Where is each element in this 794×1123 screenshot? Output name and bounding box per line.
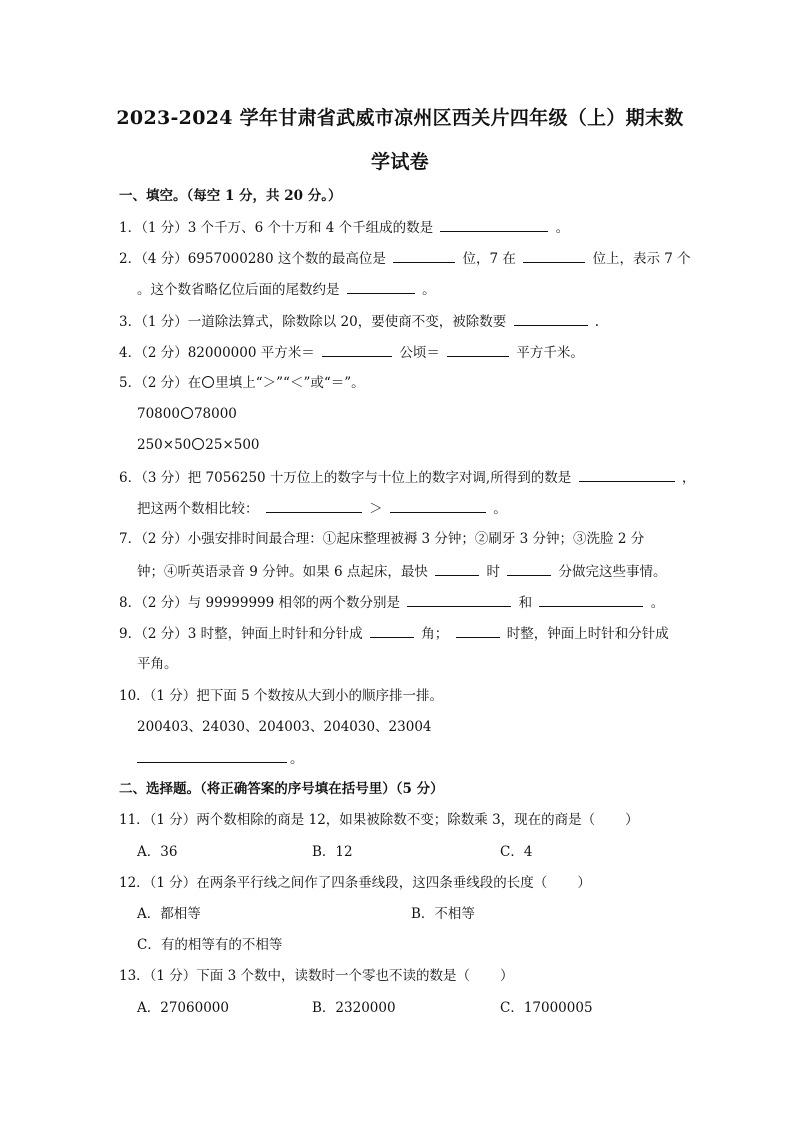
question-10-text-a: 10．（1 分）把下面 5 个数按从大到小的顺序排一排。 [119,688,443,704]
question-3-end: . [594,314,600,330]
question-7-text-b: 钟；④听英语录音 9 分钟。如果 6 点起床，最快 [137,564,428,580]
question-9-text-d: 平角。 [137,656,178,672]
question-10-end: 。 [290,751,304,767]
question-7-line1 [119,529,644,549]
question-9-line1 [119,623,669,644]
question-2-line2 [137,279,436,300]
answer-blank[interactable] [456,623,500,638]
expr-left: 250×50 [137,437,192,453]
answer-blank[interactable] [137,748,287,763]
question-6-line1 [119,467,695,488]
question-10-answer [137,748,304,769]
compare-circle-input[interactable] [181,407,193,419]
question-1 [119,217,569,238]
question-2-text-d: 。这个数省略亿位后面的尾数约是 [137,282,340,298]
option-c[interactable]: C．有的相等有的不相等 [137,937,283,953]
answer-blank[interactable] [514,311,588,326]
question-4 [119,342,584,363]
option-a[interactable]: A．都相等 [137,906,201,922]
question-8-text-a: 8．（2 分）与 99999999 相邻的两个数分别是 [119,595,401,611]
answer-blank[interactable] [347,279,415,294]
expr-left: 70800 [137,406,180,422]
answer-blank[interactable] [539,592,643,607]
question-11-close: ） [625,812,639,828]
answer-blank[interactable] [435,561,479,576]
option-a[interactable]: A．27060000 [137,1000,229,1016]
section-1-heading: 一、填空。（每空 1 分，共 20 分。） [119,188,342,204]
question-7-line2 [137,561,667,582]
option-b[interactable]: B．2320000 [312,1000,396,1016]
question-13-close: ） [499,968,514,984]
question-6-text-a: 6．（3 分）把 7056250 十万位上的数字与十位上的数字对调,所得到的数是 [119,470,572,486]
question-8-text-c: 。 [650,595,665,611]
question-7-text-c: 时 [486,564,500,580]
question-8 [119,592,664,613]
question-9-text-c: 时整，钟面上时针和分针成 [506,626,669,642]
question-6-text-b: ， [681,470,696,486]
question-4-text-a: 4．（2 分）82000000 平方米＝ [119,345,315,361]
question-12 [119,873,591,893]
question-5-expr-2 [137,435,260,455]
exam-title-line2: 学试卷 [371,151,429,173]
option-c[interactable]: C．17000005 [500,1000,593,1016]
question-7-text-d: 分做完这些事情。 [558,564,667,580]
question-13 [119,966,513,986]
question-2-text-b: 位，7 在 [462,251,516,267]
answer-blank[interactable] [390,498,486,513]
option-b[interactable]: B．不相等 [411,906,475,922]
question-5-text-b: 里填上“＞”“＜”或“＝”。 [215,375,365,391]
answer-blank[interactable] [370,623,414,638]
question-8-text-b: 和 [518,595,533,611]
question-10-numbers [137,717,432,737]
question-2-text-a: 2．（4 分）6957000280 这个数的最高位是 [119,251,386,267]
question-2-text-e: 。 [422,282,436,298]
answer-blank[interactable] [507,561,551,576]
question-5-text-a: 5．（2 分）在 [119,375,202,391]
circle-icon [202,376,214,388]
compare-circle-input[interactable] [192,438,204,450]
answer-blank[interactable] [579,467,675,482]
answer-blank[interactable] [447,342,509,357]
question-6-text-e: 。 [493,501,507,517]
exam-title-line1: 2023-2024 学年甘肃省武威市凉州区西关片四年级（上）期末数 [116,107,684,129]
question-5-expr-1 [137,404,237,424]
section-2-heading: 二、选择题。（将正确答案的序号填在括号里）（5 分） [119,781,444,797]
option-c[interactable]: C．4 [500,844,533,860]
option-b[interactable]: B．12 [312,844,353,860]
answer-blank[interactable] [440,217,548,232]
question-2-text-c: 位上，表示 7 个 [592,251,691,267]
question-10-text-b: 200403、24030、204003、204030、23004 [137,719,432,735]
answer-blank[interactable] [393,248,455,263]
question-12-close: ） [577,875,591,891]
answer-blank[interactable] [322,342,392,357]
question-9-line2 [137,654,178,674]
question-11-stem: 11．（1 分）两个数相除的商是 12，如果被除数不变；除数乘 3，现在的商是（ [119,812,596,828]
question-12-stem: 12．（1 分）在两条平行线之间作了四条垂线段，这四条垂线段的长度（ [119,875,548,891]
question-3 [119,311,599,332]
expr-right: 25×500 [205,437,260,453]
question-5 [119,373,365,393]
question-1-end: 。 [555,220,570,236]
answer-blank[interactable] [523,248,585,263]
question-6-line2 [137,498,507,519]
question-6-text-d: ＞ [369,501,383,517]
question-6-text-c: 把这两个数相比较： [137,501,259,517]
answer-blank[interactable] [407,592,511,607]
expr-right: 78000 [193,406,237,422]
question-10 [119,686,443,706]
question-4-text-c: 平方千米。 [516,345,584,361]
answer-blank[interactable] [266,498,362,513]
question-3-text: 3．（1 分）一道除法算式，除数除以 20，要使商不变，被除数要 [119,314,507,330]
question-7-text-a: 7．（2 分）小强安排时间最合理：①起床整理被褥 3 分钟；②刷牙 3 分钟；③洗脸 2 分 [119,531,645,547]
question-11 [119,810,639,830]
option-a[interactable]: A．36 [137,844,178,860]
question-1-text: 1．（1 分）3 个千万、6 个十万和 4 个千组成的数是 [119,220,434,236]
question-9-text-a: 9．（2 分）3 时整，钟面上时针和分针成 [119,626,363,642]
question-2-line1 [119,248,691,269]
question-4-text-b: 公顷＝ [399,345,440,361]
question-9-text-b: 角； [421,626,449,642]
question-13-stem: 13．（1 分）下面 3 个数中，读数时一个零也不读的数是（ [119,968,470,984]
